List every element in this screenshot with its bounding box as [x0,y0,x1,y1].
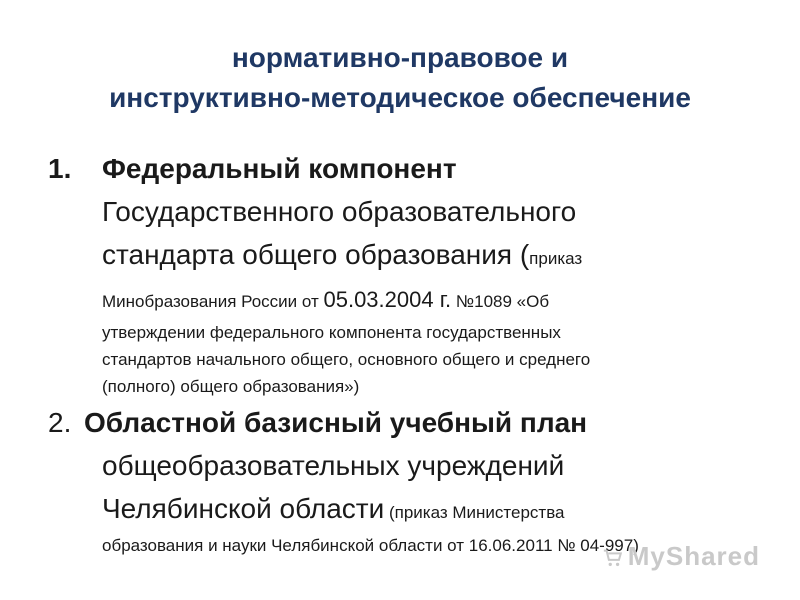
title-line-1: нормативно-правовое и [231,42,569,73]
title-line-2: инструктивно-методическое обеспечение [109,82,691,113]
item-text-small: Минобразования России от [102,292,324,311]
list-item-2 [48,404,758,560]
list-item-1 [48,150,758,401]
item-heading: Федеральный компонент [102,153,457,184]
item-text-line: Челябинской области [102,493,385,524]
item-heading: Областной базисный учебный план [84,407,588,438]
item-text-small: (полного) общего образования») [102,377,360,396]
order-date: 05.03.2004 г. [323,287,452,312]
item-text-small: приказ [529,249,583,268]
shopping-cart-icon [602,547,624,569]
item-text-small: образования и науки Челябинской области от 16.06.2011 № 04-997) [102,536,639,555]
item-text-small: утверждении федерального компонента государственных [102,323,561,342]
item-number: 1. [48,153,72,184]
item-text-line: общеобразовательных учреждений [102,450,565,481]
watermark [602,541,760,572]
item-text-line: Государственного образовательного [102,196,577,227]
watermark-text: MyShared [627,541,760,571]
item-text-line: стандарта общего образования ( [102,239,530,270]
slide-title [0,38,800,118]
item-number: 2. [48,407,72,438]
item-text-small: №1089 «Об [451,292,550,311]
item-text-small: (приказ Министерства [384,503,565,522]
item-text-small: стандартов начального общего, основного общего и среднего [102,350,591,369]
